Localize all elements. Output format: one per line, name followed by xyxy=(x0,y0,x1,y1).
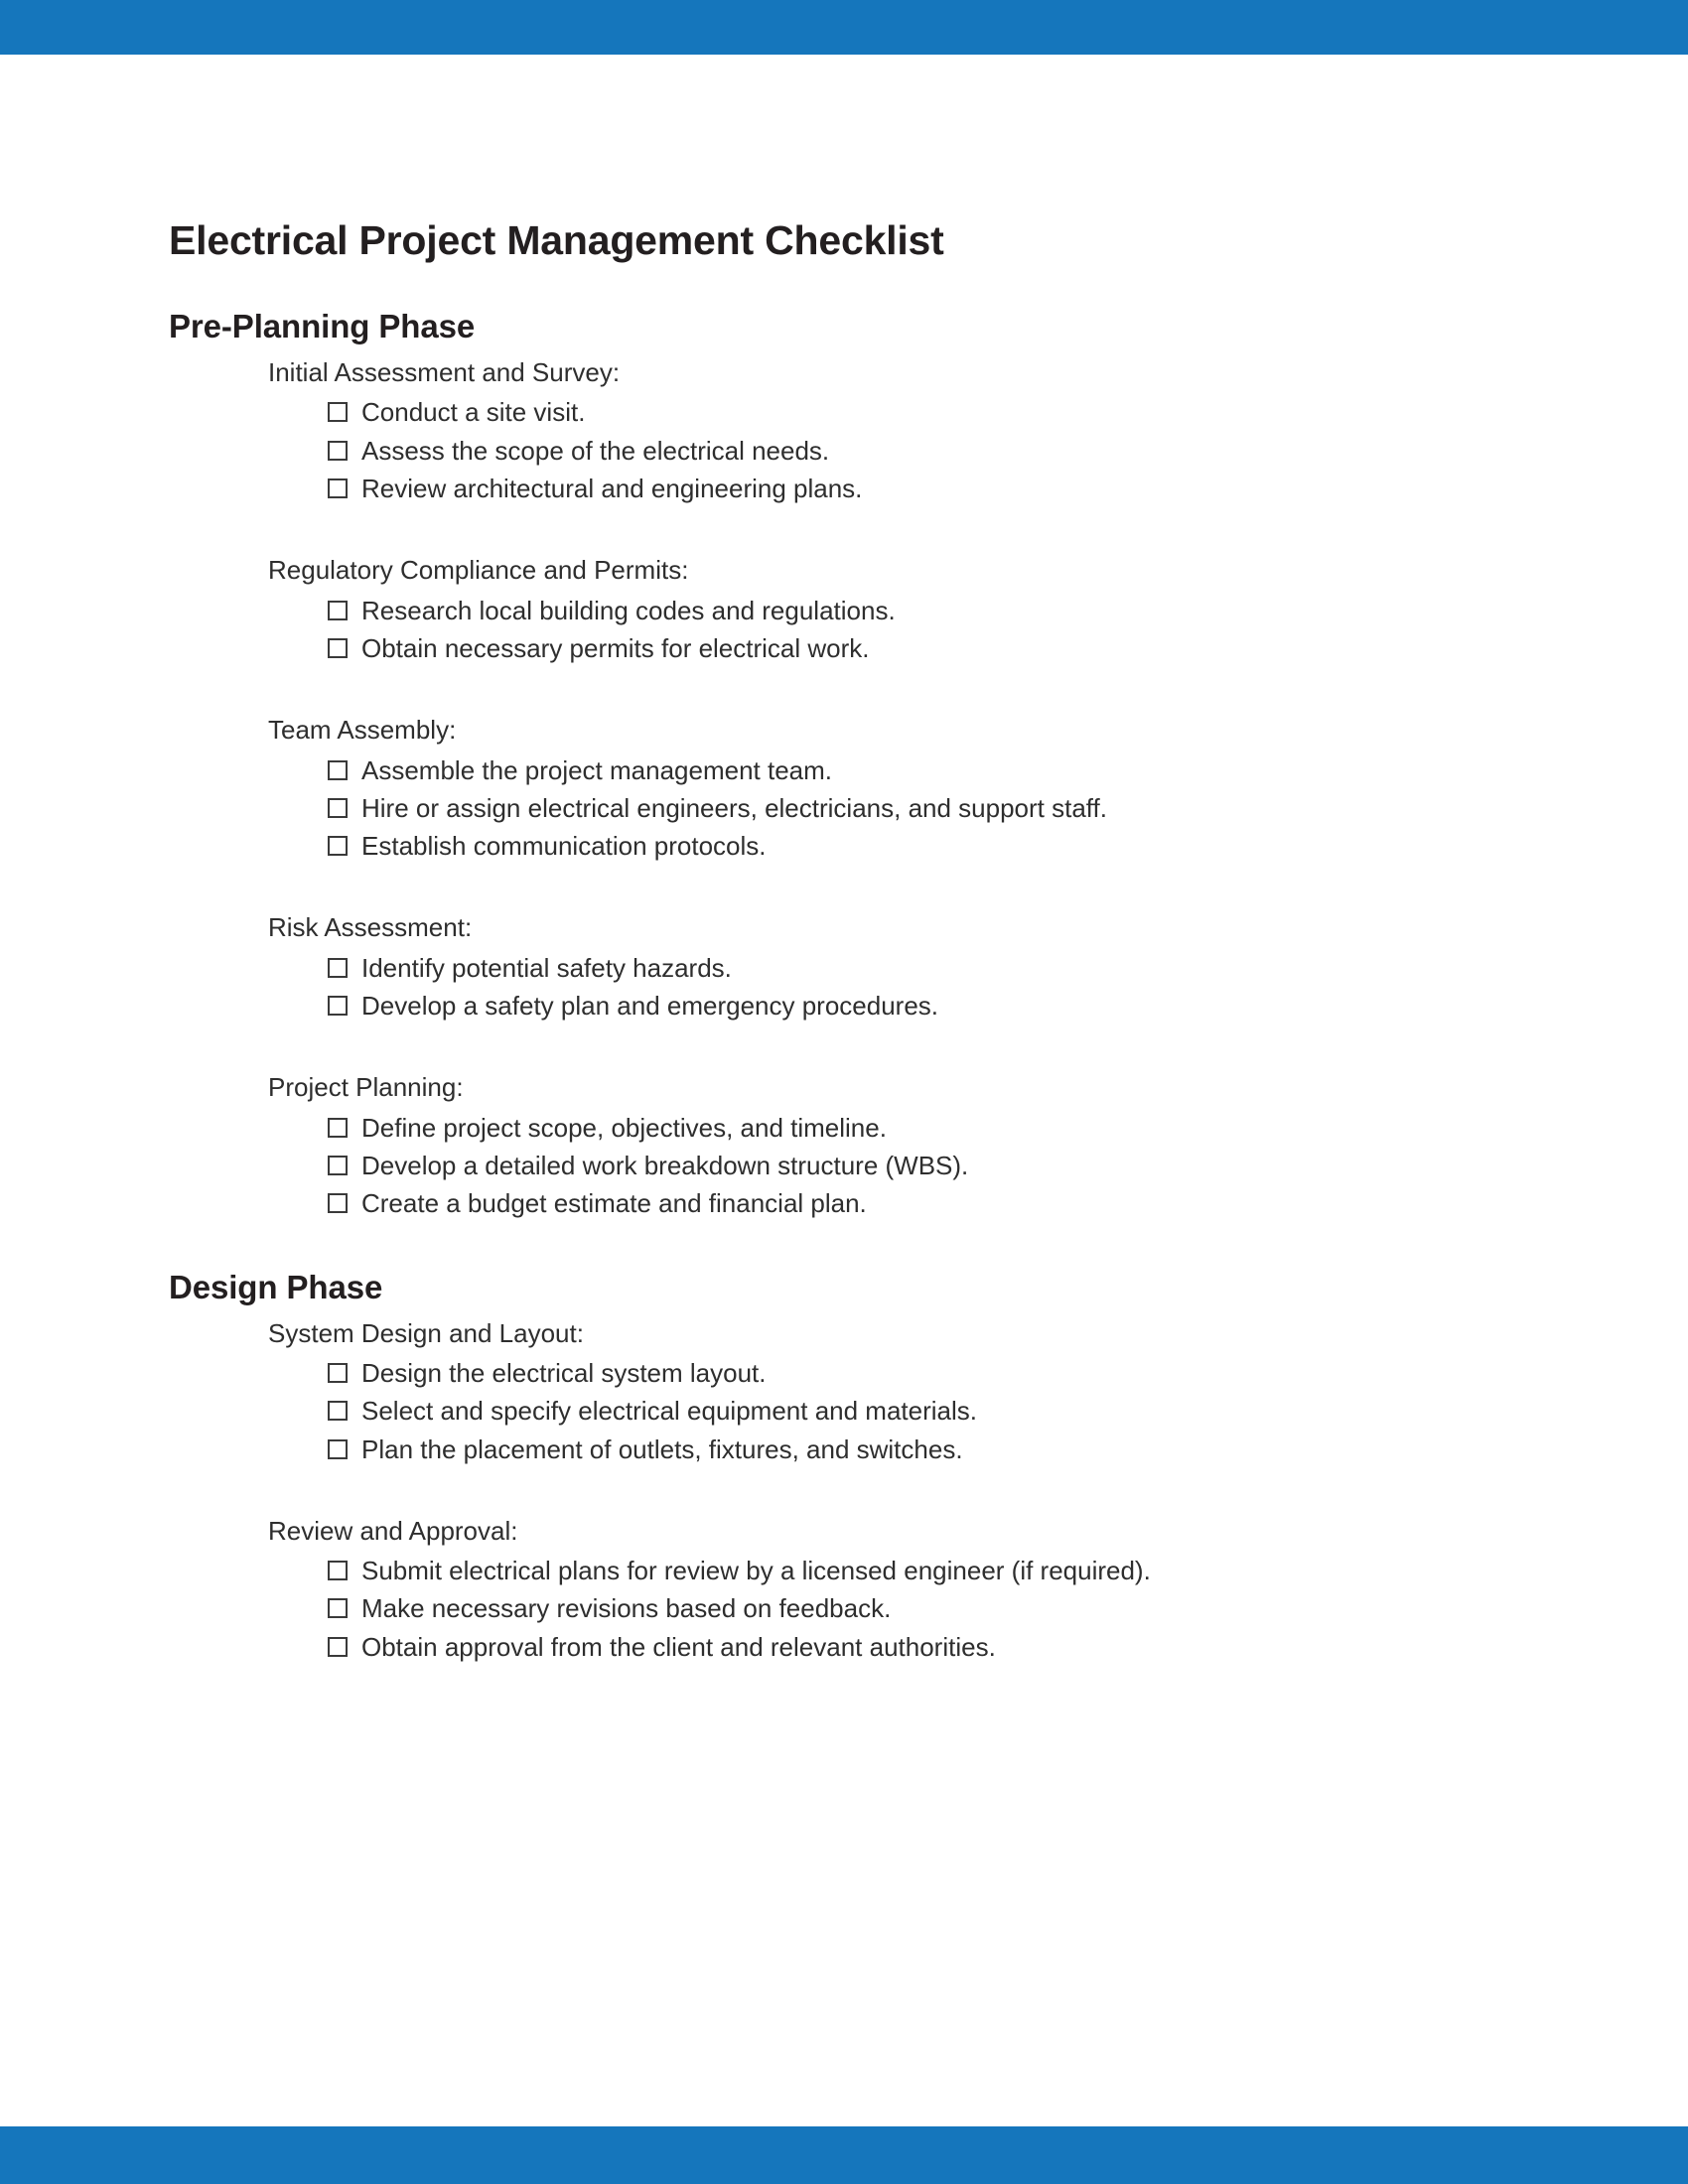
checklist-item[interactable] xyxy=(328,432,1519,470)
document-page xyxy=(0,55,1688,2126)
empty-checkbox-icon[interactable] xyxy=(328,1156,348,1175)
checklist-item-label: Assess the scope of the electrical needs. xyxy=(361,435,830,466)
checklist-item-label: Develop a safety plan and emergency procedures. xyxy=(361,991,939,1022)
checklist-item-label: Conduct a site visit. xyxy=(361,397,586,428)
checklist-item-label: Research local building codes and regulations. xyxy=(361,595,896,625)
checklist-item[interactable] xyxy=(328,987,1519,1024)
checklist-item-label: Submit electrical plans for review by a licensed engineer (if required). xyxy=(361,1556,1151,1586)
checklist-item[interactable] xyxy=(328,629,1519,667)
checklist-items xyxy=(169,1552,1519,1666)
phase-section xyxy=(169,308,1519,1223)
checklist-items xyxy=(169,949,1519,1025)
phase-section xyxy=(169,1269,1519,1666)
checklist-item[interactable] xyxy=(328,1392,1519,1430)
checklist-group xyxy=(169,910,1519,1024)
group-title: Regulatory Compliance and Permits: xyxy=(268,555,689,586)
checklist-item[interactable] xyxy=(328,1589,1519,1627)
checklist-item-label: Assemble the project management team. xyxy=(361,754,833,785)
checklist-item[interactable] xyxy=(328,789,1519,827)
bottom-accent-bar xyxy=(0,2126,1688,2184)
checklist-item-label: Identify potential safety hazards. xyxy=(361,952,732,983)
checklist-item-label: Review architectural and engineering plans. xyxy=(361,473,863,503)
checklist-group xyxy=(169,1070,1519,1222)
checklist-item[interactable] xyxy=(328,949,1519,987)
group-title: Team Assembly: xyxy=(268,715,457,746)
checklist-items xyxy=(169,592,1519,668)
empty-checkbox-icon[interactable] xyxy=(328,1598,348,1618)
top-accent-bar xyxy=(0,0,1688,55)
group-title: Project Planning: xyxy=(268,1072,464,1103)
checklist-item[interactable] xyxy=(328,1147,1519,1184)
checklist-item[interactable] xyxy=(328,1109,1519,1147)
checklist-item[interactable] xyxy=(328,1354,1519,1392)
checklist-item[interactable] xyxy=(328,751,1519,789)
empty-checkbox-icon[interactable] xyxy=(328,958,348,978)
empty-checkbox-icon[interactable] xyxy=(328,638,348,658)
checklist-item[interactable] xyxy=(328,1628,1519,1666)
empty-checkbox-icon[interactable] xyxy=(328,1637,348,1657)
empty-checkbox-icon[interactable] xyxy=(328,996,348,1016)
empty-checkbox-icon[interactable] xyxy=(328,601,348,620)
checklist-item-label: Design the electrical system layout. xyxy=(361,1357,767,1388)
empty-checkbox-icon[interactable] xyxy=(328,402,348,422)
checklist-item-label: Plan the placement of outlets, fixtures, and switches. xyxy=(361,1433,963,1464)
checklist-items xyxy=(169,393,1519,507)
checklist-group xyxy=(169,553,1519,667)
checklist-item[interactable] xyxy=(328,470,1519,507)
checklist-group xyxy=(169,1316,1519,1468)
checklist-items xyxy=(169,1354,1519,1468)
checklist-item-label: Develop a detailed work breakdown structure (WBS). xyxy=(361,1151,969,1181)
group-title: System Design and Layout: xyxy=(268,1317,584,1348)
empty-checkbox-icon[interactable] xyxy=(328,1401,348,1421)
checklist-group xyxy=(169,1514,1519,1666)
empty-checkbox-icon[interactable] xyxy=(328,836,348,856)
empty-checkbox-icon[interactable] xyxy=(328,1561,348,1580)
group-title: Risk Assessment: xyxy=(268,912,473,943)
page-title: Electrical Project Management Checklist xyxy=(169,217,944,263)
checklist-item[interactable] xyxy=(328,1552,1519,1589)
empty-checkbox-icon[interactable] xyxy=(328,760,348,780)
checklist-item[interactable] xyxy=(328,1184,1519,1222)
empty-checkbox-icon[interactable] xyxy=(328,1193,348,1213)
checklist-item[interactable] xyxy=(328,393,1519,431)
empty-checkbox-icon[interactable] xyxy=(328,441,348,461)
group-title: Initial Assessment and Survey: xyxy=(268,357,621,388)
checklist-items xyxy=(169,751,1519,866)
empty-checkbox-icon[interactable] xyxy=(328,1118,348,1138)
checklist-item[interactable] xyxy=(328,827,1519,865)
checklist-group xyxy=(169,713,1519,865)
checklist-item[interactable] xyxy=(328,592,1519,629)
checklist-item-label: Define project scope, objectives, and timeline. xyxy=(361,1112,887,1143)
checklist-items xyxy=(169,1109,1519,1223)
empty-checkbox-icon[interactable] xyxy=(328,1363,348,1383)
checklist-item-label: Select and specify electrical equipment and materials. xyxy=(361,1396,977,1427)
checklist-item-label: Hire or assign electrical engineers, electricians, and support staff. xyxy=(361,792,1108,823)
phase-title: Design Phase xyxy=(169,1268,383,1305)
checklist-item-label: Establish communication protocols. xyxy=(361,831,767,862)
checklist-item-label: Create a budget estimate and financial plan. xyxy=(361,1188,867,1219)
checklist-body xyxy=(169,308,1519,1666)
group-title: Review and Approval: xyxy=(268,1515,518,1546)
checklist-item[interactable] xyxy=(328,1431,1519,1468)
phase-title: Pre-Planning Phase xyxy=(169,308,476,345)
checklist-group xyxy=(169,355,1519,507)
checklist-item-label: Make necessary revisions based on feedback. xyxy=(361,1593,892,1624)
checklist-item-label: Obtain necessary permits for electrical work. xyxy=(361,632,870,663)
checklist-item-label: Obtain approval from the client and relevant authorities. xyxy=(361,1631,996,1662)
empty-checkbox-icon[interactable] xyxy=(328,478,348,498)
empty-checkbox-icon[interactable] xyxy=(328,1439,348,1459)
empty-checkbox-icon[interactable] xyxy=(328,798,348,818)
